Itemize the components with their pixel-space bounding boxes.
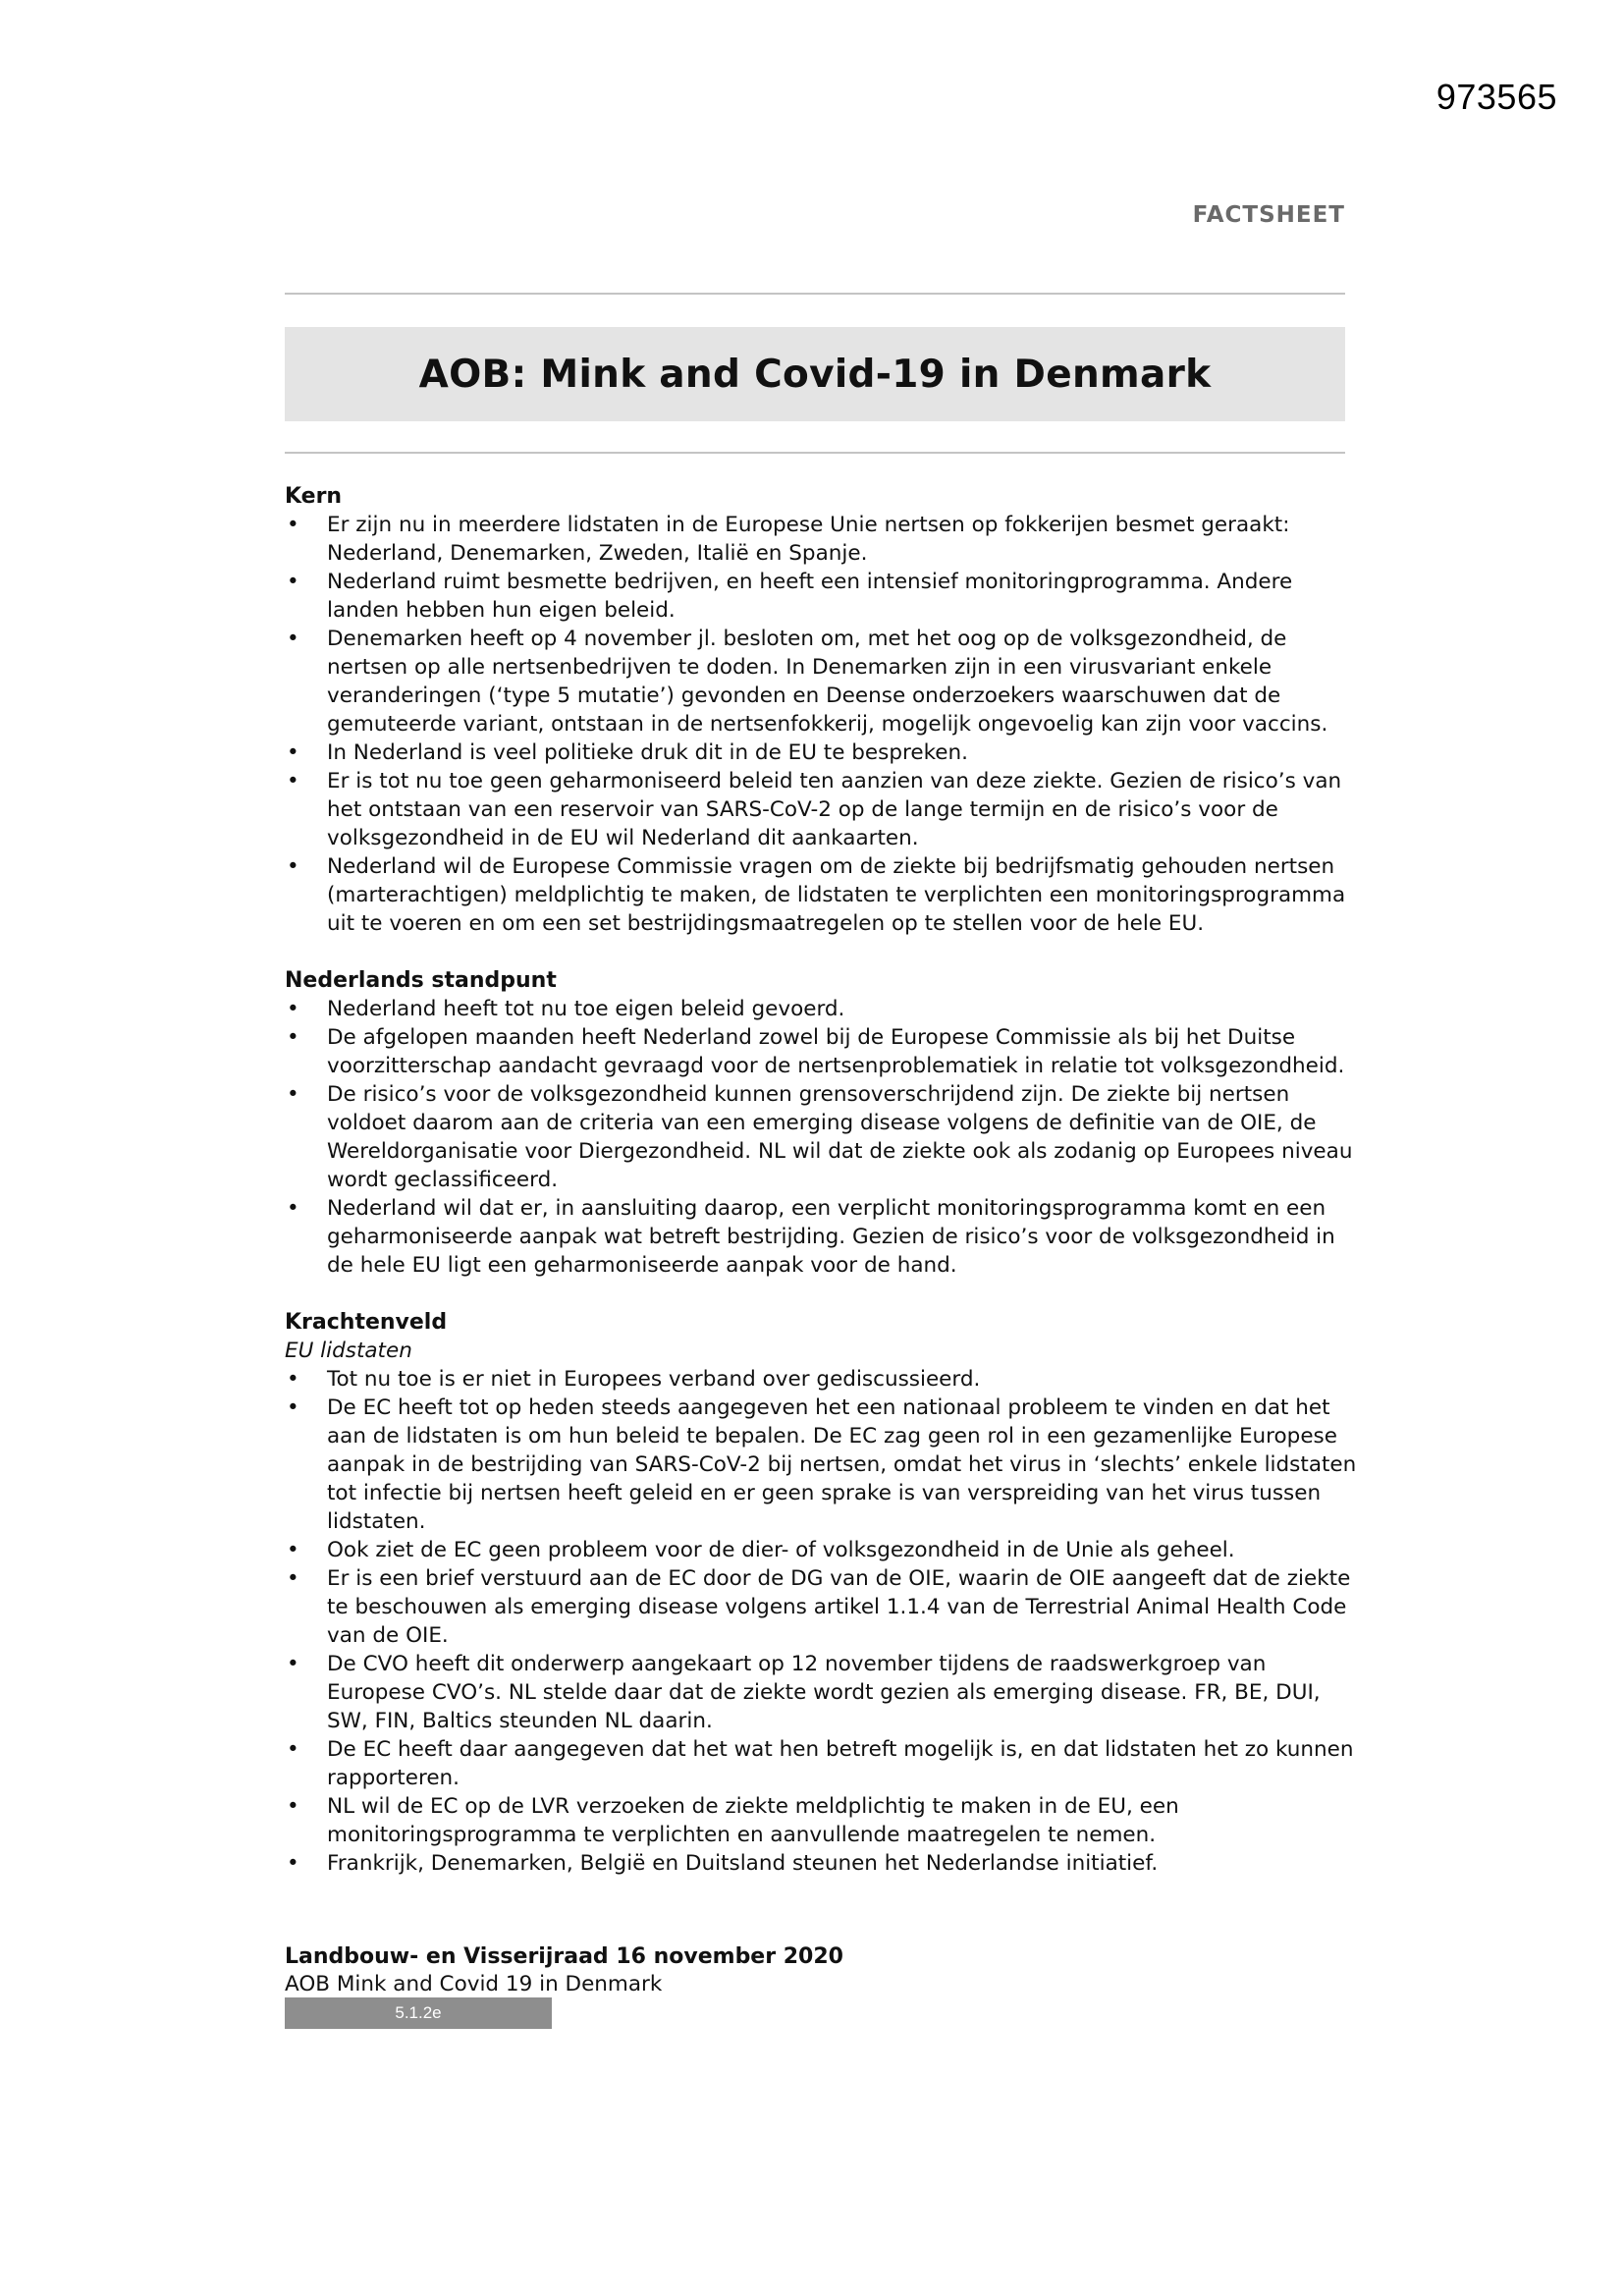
section-heading-krachtenveld: Krachtenveld [285,1310,448,1335]
list-item: • Ook ziet de EC geen probleem voor de dier- of volksgezondheid in de Unie als geheel. [285,1536,1365,1564]
list-item: • De afgelopen maanden heeft Nederland zowel bij de Europese Commissie als bij het Duitse voorzitterschap aandacht gevraagd voor de nertsenproblematiek in relatie tot volksgezondheid. [285,1023,1365,1080]
kern-list [285,511,1365,938]
top-rule [285,293,1345,295]
standpunt-section [285,966,1365,1280]
list-item: • Denemarken heeft op 4 november jl. besloten om, met het oog op de volksgezondheid, de nertsen op alle nertsenbedrijven te doden. In Denemarken zijn in een virusvariant enkele veranderingen (‘type 5 mutatie’) gevonden en Deense onderzoekers waarschuwen dat de gemuteerde variant, ontstaan in de nertsenfokkerij, mogelijk ongevoelig kan zijn voor vaccins. [285,625,1365,738]
list-item: • Frankrijk, Denemarken, België en Duitsland steunen het Nederlandse initiatief. [285,1849,1365,1878]
krachtenveld-section [285,1308,1365,1878]
redaction-box: 5.1.2e [285,1997,552,2029]
section-gap [285,938,1365,966]
list-item: • De EC heeft daar aangegeven dat het wat hen betreft mogelijk is, en dat lidstaten het zo kunnen rapporteren. [285,1735,1365,1792]
list-item: • Er is een brief verstuurd aan de EC door de DG van de OIE, waarin de OIE aangeeft dat de ziekte te beschouwen als emerging disease volgens artikel 1.1.4 van de Terrestrial Animal Health Code van de OIE. [285,1564,1365,1650]
section-heading-standpunt: Nederlands standpunt [285,968,557,993]
footer-meeting: Landbouw- en Visserijraad 16 november 2020 [285,1944,843,1969]
section-gap [285,1280,1365,1308]
list-item: • Nederland wil de Europese Commissie vragen om de ziekte bij bedrijfsmatig gehouden nertsen (marterachtigen) meldplichtig te maken, de lidstaten te verplichten een monitoringsprogramma uit te voeren en om een set bestrijdingsmaatregelen op te stellen voor de hele EU. [285,852,1365,938]
kern-section [285,482,1365,938]
title-band [285,327,1345,421]
list-item: • De risico’s voor de volksgezondheid kunnen grensoverschrijdend zijn. De ziekte bij nertsen voldoet daarom aan de criteria van een emerging disease volgens de definitie van de OIE, de Wereldorganisatie voor Diergezondheid. NL wil dat de ziekte ook als zodanig op Europees niveau wordt geclassificeerd. [285,1080,1365,1194]
list-item: • Nederland ruimt besmette bedrijven, en heeft een intensief monitoringprogramma. Andere landen hebben hun eigen beleid. [285,568,1365,625]
footer-subject: AOB Mink and Covid 19 in Denmark [285,1972,663,1996]
list-item: • Tot nu toe is er niet in Europees verband over gediscussieerd. [285,1365,1365,1394]
list-item: • Nederland wil dat er, in aansluiting daarop, een verplicht monitoringsprogramma komt en een geharmoniseerde aanpak wat betreft bestrijding. Gezien de risico’s voor de volksgezondheid in de hele EU ligt een geharmoniseerde aanpak voor de hand. [285,1194,1365,1280]
list-item: • Nederland heeft tot nu toe eigen beleid gevoerd. [285,995,1365,1023]
footer [285,1943,843,1998]
document-number: 973565 [1435,77,1557,117]
content [285,482,1365,1878]
bottom-rule [285,452,1345,454]
list-item: • Er is tot nu toe geen geharmoniseerd beleid ten aanzien van deze ziekte. Gezien de risico’s van het ontstaan van een reservoir van SARS-CoV-2 op de lange termijn en de risico’s voor de volksgezondheid in de EU wil Nederland dit aankaarten. [285,767,1365,852]
list-item: • De CVO heeft dit onderwerp aangekaart op 12 november tijdens de raadswerkgroep van Europese CVO’s. NL stelde daar dat de ziekte wordt gezien als emerging disease. FR, BE, DUI, SW, FIN, Baltics steunden NL daarin. [285,1650,1365,1735]
krachtenveld-list [285,1365,1365,1878]
section-subheading-eu-lidstaten: EU lidstaten [285,1339,412,1363]
section-heading-kern: Kern [285,484,343,509]
document-type: FACTSHEET [1192,202,1345,228]
list-item: • NL wil de EC op de LVR verzoeken de ziekte meldplichtig te maken in de EU, een monitoringsprogramma te verplichten en aanvullende maatregelen te nemen. [285,1792,1365,1849]
list-item: • Er zijn nu in meerdere lidstaten in de Europese Unie nertsen op fokkerijen besmet geraakt: Nederland, Denemarken, Zweden, Italië en Spanje. [285,511,1365,568]
standpunt-list [285,995,1365,1280]
list-item: • In Nederland is veel politieke druk dit in de EU te bespreken. [285,738,1365,767]
page-title: AOB: Mink and Covid-19 in Denmark [418,352,1212,397]
list-item: • De EC heeft tot op heden steeds aangegeven het een nationaal probleem te vinden en dat het aan de lidstaten is om hun beleid te bepalen. De EC zag geen rol in een gezamenlijke Europese aanpak in de bestrijding van SARS-CoV-2 bij nertsen, omdat het virus in ‘slechts’ enkele lidstaten tot infectie bij nertsen heeft geleid en er geen sprake is van verspreiding van het virus tussen lidstaten. [285,1394,1365,1536]
